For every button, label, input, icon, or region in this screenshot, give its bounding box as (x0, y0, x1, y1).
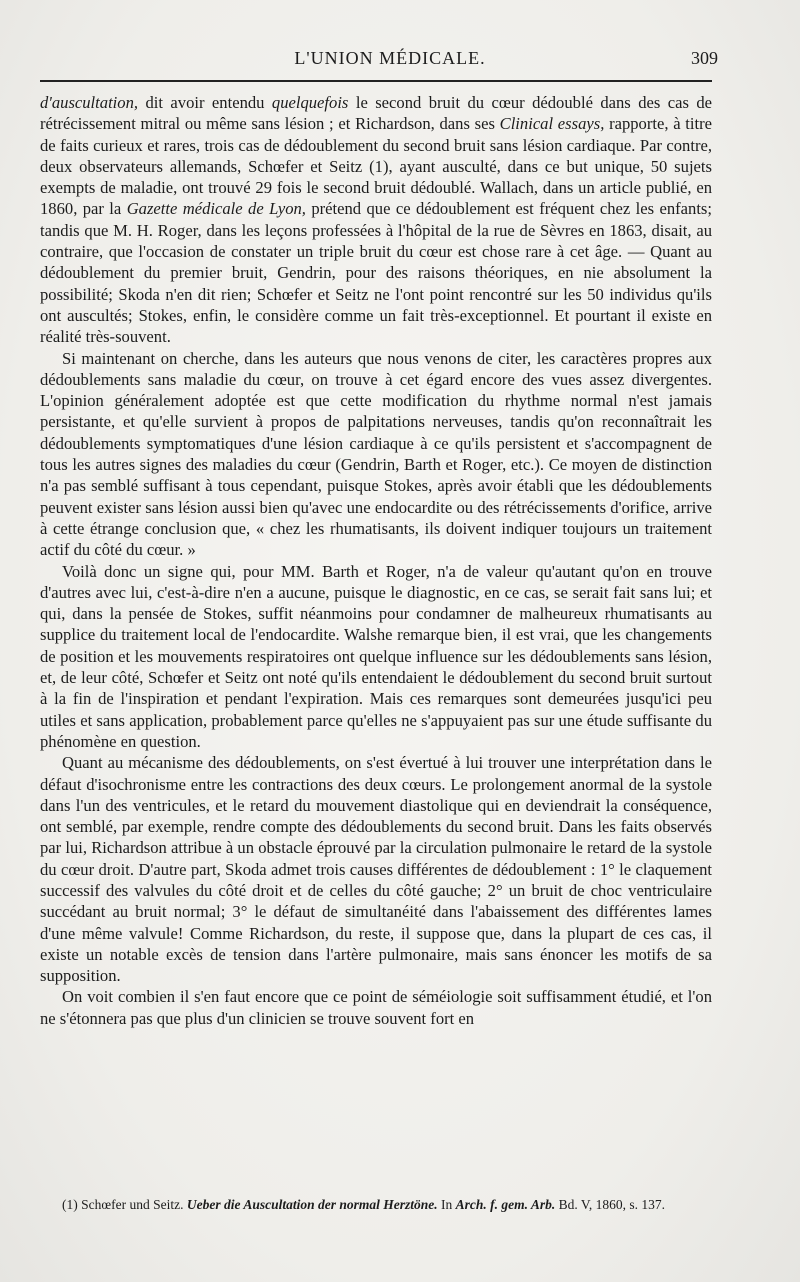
footnote (40, 1196, 712, 1213)
italic-text: d'auscultation, (40, 93, 139, 112)
text-run: prétend que ce dédoublement est fréquent chez les enfants; tandis que M. H. Roger, dans les leçons professées à l'hôpital de la rue de Sèvres en 1863, disait, au contraire, que l'occasion de constater un triple bruit du cœur est chose rare à cet âge. — Quant au dédoublement du premier bruit, Gendrin, pour des raisons théoriques, en nie absolument la possibilité; Skoda n'en dit rien; Schœfer et Seitz ne l'ont point rencontré sur les 50 individus qu'ils ont auscultés; Stokes, enfin, le considère comme un fait très-exceptionnel. Et pourtant il existe en réalité très-souvent. (40, 199, 713, 347)
italic-text: quelquefois (271, 93, 349, 112)
footnote-source-prefix: In (437, 1197, 456, 1212)
text-run: le second bruit du cœur dédoublé dans des cas de rétrécissement mitral ou même sans lésion ; et Richardson, dans ses (40, 93, 713, 134)
italic-text: Gazette médicale de Lyon, (126, 199, 306, 219)
text-run: On voit combien il s'en faut encore que ce point de séméiologie soit suffisamment étudié, et l'on ne s'étonnera pas que plus d'un clinicien se trouve souvent fort en (40, 987, 712, 1028)
text-run: rapporte, à titre de faits curieux et rares, trois cas de dédoublement du second bruit sans lésion cardiaque. Par contre, deux observateurs allemands, Schœfer et Seitz (1), ayant ausculté, dans ce but unique, 50 sujets exempts de maladie, ont trouvé 29 fois le second bruit dédoublé. Wallach, dans un article publié, en 1860, par la (40, 114, 713, 219)
running-title: L'UNION MÉDICALE. (294, 48, 486, 68)
text-run: Quant au mécanisme des dédoublements, on s'est évertué à lui trouver une interprétation dans le défaut d'isochronisme entre les contractions des deux cœurs. Le prolongement anormal de la systole dans l'un des ventricules, et le retard du mouvement diastolique qui en deviendrait la conséquence, ont semblé, par exemple, rendre compte des dédoublements du second bruit. Dans les faits observés par lui, Richardson attribue à un obstacle éprouvé par la circulation pulmonaire le retard de la systole du cœur droit. D'autre part, Skoda admet trois causes différentes de dédoublement : 1° le claquement successif des valvules du côté droit et de celles du côté gauche; 2° un bruit de choc ventriculaire succédant au bruit normal; 3° le défaut de simultanéité dans l'abaissement des différentes lames d'une même valvule! Comme Richardson, du reste, il suppose que, dans la plupart de ces cas, il existe un notable excès de tension dans l'artère pulmonaire, mais sans énoncer les motifs de sa supposition. (40, 753, 712, 986)
footnote-marker: (1) (62, 1197, 78, 1212)
page-header (60, 42, 720, 72)
paragraph (40, 752, 712, 986)
footnote-source-suffix: Bd. V, 1860, s. 137. (555, 1197, 666, 1212)
paragraph (40, 986, 712, 1029)
italic-text: Clinical essays, (499, 114, 605, 134)
text-run: dit avoir entendu (138, 93, 272, 112)
footnote-authors: Schœfer und Seitz. (77, 1197, 187, 1212)
page-number: 309 (691, 48, 718, 68)
paragraph (40, 92, 712, 348)
text-run: Voilà donc un signe qui, pour MM. Barth et Roger, n'a de valeur qu'autant qu'on en trouve d'autres avec lui, c'est-à-dire n'en a aucune, puisque le diagnostic, en ce cas, se serait fait sans lui; et qui, dans la pensée de Stokes, suffit néanmoins pour condamner de malheureux rhumatisants au supplice du traitement local de l'endocardite. Walshe remarque bien, il est vrai, que les changements de position et les mouvements respiratoires ont quelque influence sur les dédoublements sans lésion, et, de leur côté, Schœfer et Seitz ont noté qu'ils entendaient le dédoublement du second bruit surtout à la fin de l'inspiration et pendant l'expiration. Mais ces remarques sont demeurées jusqu'ici peu utiles et sans application, probablement parce qu'elles ne s'appuyaient pas sur une étude suffisante du phénomène en question. (40, 561, 712, 751)
text-run: Si maintenant on cherche, dans les auteurs que nous venons de citer, les caractères propres aux dédoublements sans maladie du cœur, on trouve à cet égard encore des vues assez divergentes. L'opinion généralement adoptée est que cette modification du rhythme normal n'est jamais persistante, et qu'elle survient à propos de palpitations nerveuses, tandis qu'on reconnaîtrait les dédoublements symptomatiques d'une lésion cardiaque à ce qu'ils persistent et s'accompagnent de tous les autres signes des maladies du cœur (Gendrin, Barth et Roger, etc.). Ce moyen de distinction n'a pas semblé suffisant à tous cependant, puisque Stokes, après avoir établi que les dédoublements peuvent exister sans lésion aussi bien qu'avec une endocardite ou des rétrécissements d'orifice, arrive à cette étrange conclusion que, « chez les rhumatisants, ils doivent indiquer toujours un traitement actif du côté du cœur. » (40, 348, 712, 560)
header-rule (40, 80, 712, 82)
paragraph (40, 348, 712, 561)
body-text (40, 92, 712, 1029)
paragraph (40, 561, 712, 753)
footnote-title: Ueber die Auscultation der normal Herztöne. (186, 1197, 438, 1212)
footnote-journal: Arch. f. gem. Arb. (455, 1197, 556, 1212)
